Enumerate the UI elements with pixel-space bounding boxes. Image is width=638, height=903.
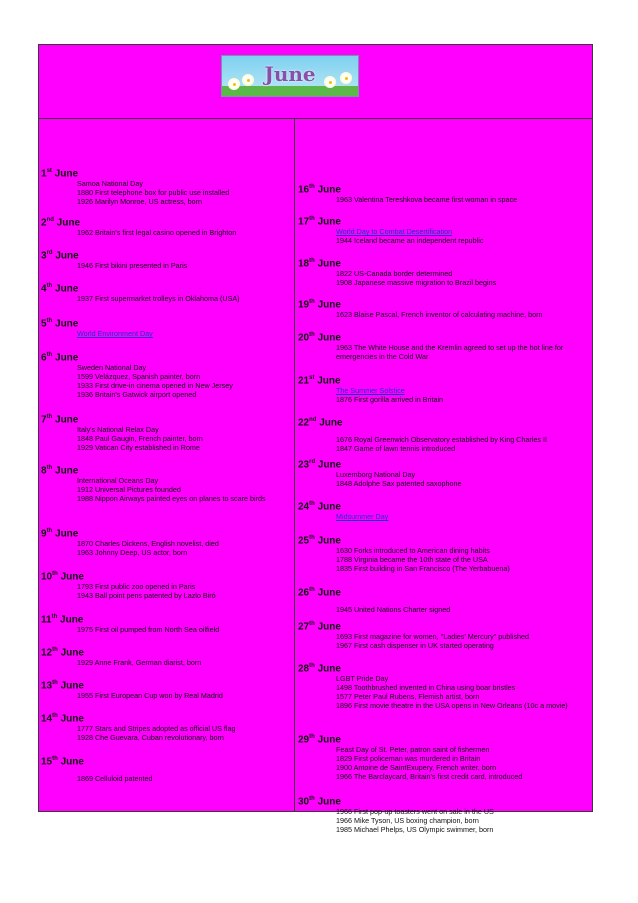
day-month: June <box>57 756 84 768</box>
day-suffix: th <box>46 528 53 534</box>
event-item: 1955 First European Cup won by Real Madrid <box>77 691 223 700</box>
day-number: 7 <box>41 414 47 426</box>
day-suffix: st <box>46 168 52 174</box>
day-heading <box>41 414 78 425</box>
event-item: LGBT Pride Day <box>336 674 389 683</box>
day-month: June <box>52 250 79 262</box>
day-month: June <box>314 299 341 311</box>
day-month: June <box>52 352 79 364</box>
day-heading <box>298 535 341 546</box>
day-month: June <box>314 796 341 808</box>
day-number: 29 <box>298 734 310 746</box>
day-suffix: th <box>46 414 53 420</box>
event-item: 1848 Adolphe Sax patented saxophone <box>336 479 462 488</box>
day-number: 9 <box>41 528 47 540</box>
day-suffix: th <box>309 332 315 338</box>
day-month: June <box>316 417 343 429</box>
event-item: Luxemborg National Day <box>336 470 416 479</box>
event-item: 1975 First oil pumped from North Sea oilfield <box>77 625 220 634</box>
event-link[interactable]: World Environment Day <box>77 329 153 338</box>
event-item: 1946 First bikini presented in Paris <box>77 261 188 270</box>
event-item: 1937 First supermarket trolleys in Oklahoma (USA) <box>77 294 240 303</box>
event-item: 1988 Nippon Airways painted eyes on planes to scare birds <box>77 494 266 503</box>
day-number: 26 <box>298 587 310 599</box>
day-suffix: th <box>309 535 315 541</box>
day-number: 5 <box>41 318 47 330</box>
event-item: Samoa National Day <box>77 179 143 188</box>
day-number: 20 <box>298 332 310 344</box>
day-month: June <box>315 459 342 471</box>
day-month: June <box>314 734 341 746</box>
event-item: 1966 The Barclaycard, Britain's first credit card, introduced <box>336 772 523 781</box>
day-suffix: th <box>52 571 58 577</box>
day-month: June <box>314 535 341 547</box>
day-month: June <box>314 258 341 270</box>
day-heading <box>298 375 341 386</box>
day-number: 24 <box>298 501 310 513</box>
day-month: June <box>314 663 341 675</box>
day-heading <box>298 299 341 310</box>
event-item: 1869 Celluloid patented <box>77 774 153 783</box>
day-month: June <box>314 501 341 513</box>
day-heading <box>41 756 84 767</box>
left-column <box>39 119 295 811</box>
day-number: 8 <box>41 465 47 477</box>
day-suffix: th <box>46 318 53 324</box>
day-number: 19 <box>298 299 310 311</box>
day-number: 22 <box>298 417 310 429</box>
event-item: 1908 Japanese massive migration to Brazil begins <box>336 278 497 287</box>
day-heading <box>298 734 341 745</box>
day-suffix: st <box>309 375 315 381</box>
day-month: June <box>52 318 79 330</box>
event-item: 1963 The White House and the Kremlin agreed to set up the hot line for emergencies in the Cold War <box>336 343 564 361</box>
day-suffix: th <box>52 713 58 719</box>
event-item: Sweden National Day <box>77 363 147 372</box>
day-heading <box>41 168 78 179</box>
event-item: 1880 First telephone box for public use installed <box>77 188 230 197</box>
day-heading <box>298 587 341 598</box>
event-item: 1900 Antoine de SaintExupery, French writer, born <box>336 763 497 772</box>
event-link[interactable]: World Day to Combat Desertification <box>336 227 453 236</box>
day-number: 25 <box>298 535 310 547</box>
event-item: 1985 Michael Phelps, US Olympic swimmer, born <box>336 825 494 834</box>
header-row <box>39 45 592 119</box>
event-item: 1623 Blaise Pascal, French inventor of calculating machine, born <box>336 310 543 319</box>
day-suffix: th <box>309 587 315 593</box>
day-heading <box>41 283 78 294</box>
calendar-page <box>38 44 593 834</box>
event-item: 1896 First movie theatre in the USA opens in New Orleans (10c a movie) <box>336 701 568 710</box>
day-heading <box>41 680 84 691</box>
day-number: 4 <box>41 283 47 295</box>
day-heading <box>41 318 78 329</box>
event-link[interactable]: The Summer Solstice <box>336 386 405 395</box>
day-number: 18 <box>298 258 310 270</box>
event-item: 1962 Britain's first legal casino opened in Brighton <box>77 228 237 237</box>
day-number: 12 <box>41 647 53 659</box>
day-month: June <box>51 168 79 180</box>
event-item: 1676 Royal Greenwich Observatory established by King Charles II <box>336 435 547 444</box>
event-item: 1929 Vatican City established in Rome <box>77 443 200 452</box>
day-number: 6 <box>41 352 47 364</box>
event-item: 1876 First gorilla arrived in Britain <box>336 395 444 404</box>
day-suffix: nd <box>309 417 317 423</box>
event-item: 1822 US-Canada border determined <box>336 269 453 278</box>
day-number: 16 <box>298 184 310 196</box>
day-month: June <box>53 217 81 229</box>
day-heading <box>298 332 341 343</box>
day-suffix: th <box>309 663 315 669</box>
right-column <box>294 119 592 834</box>
day-suffix: th <box>46 465 53 471</box>
event-item: 1630 Forks introduced to American dining habits <box>336 546 490 555</box>
day-number: 1 <box>41 168 47 180</box>
event-item: 1966 Mike Tyson, US boxing champion, born <box>336 816 479 825</box>
day-suffix: th <box>46 352 53 358</box>
day-month: June <box>57 614 84 626</box>
day-month: June <box>314 332 341 344</box>
event-item: 1498 Toothbrushed invented in China using boar bristles <box>336 683 516 692</box>
day-heading <box>41 465 78 476</box>
day-heading <box>41 571 84 582</box>
event-item: 1577 Peter Paul Rubens, Flemish artist, born <box>336 692 480 701</box>
event-link[interactable]: Midsummer Day <box>336 512 389 521</box>
day-number: 13 <box>41 680 53 692</box>
day-suffix: th <box>309 258 315 264</box>
day-month: June <box>52 465 79 477</box>
day-heading <box>41 352 78 363</box>
day-heading <box>41 217 80 228</box>
day-month: June <box>314 216 341 228</box>
day-heading <box>41 614 83 625</box>
day-heading <box>298 663 341 674</box>
day-heading <box>298 417 343 428</box>
event-item: 1944 Iceland became an independent republic <box>336 236 484 245</box>
day-suffix: th <box>309 299 315 305</box>
event-item: 1788 Virginia became the 10th state of the USA <box>336 555 488 564</box>
day-heading <box>41 250 79 261</box>
day-month: June <box>314 375 341 387</box>
event-item: Feast Day of St. Peter, patron saint of fishermen <box>336 745 490 754</box>
event-item: 1945 United Nations Charter signed <box>336 605 451 614</box>
day-number: 11 <box>41 614 52 626</box>
day-month: June <box>52 283 79 295</box>
day-suffix: th <box>309 216 315 222</box>
day-number: 23 <box>298 459 310 471</box>
day-heading <box>298 216 341 227</box>
event-item: 1793 First public zoo opened in Paris <box>77 582 196 591</box>
day-suffix: th <box>52 756 58 762</box>
day-heading <box>41 528 78 539</box>
event-item: International Oceans Day <box>77 476 159 485</box>
day-heading <box>298 621 341 632</box>
day-heading <box>298 501 341 512</box>
day-heading <box>41 647 84 658</box>
day-number: 21 <box>298 375 310 387</box>
event-item: 1943 Ball point pens patented by Lazlo Biró <box>77 591 216 600</box>
day-heading <box>298 184 341 195</box>
event-item: Italy's National Relax Day <box>77 425 159 434</box>
event-item: 1912 Universal Pictures founded <box>77 485 181 494</box>
event-item: 1777 Stars and Stripes adopted as official US flag <box>77 724 236 733</box>
event-item: 1967 First cash dispenser in UK started operating <box>336 641 494 650</box>
day-month: June <box>57 713 84 725</box>
day-heading <box>298 258 341 269</box>
event-item: 1693 First magazine for women, "Ladies' Mercury" published <box>336 632 530 641</box>
banner-title: June <box>264 62 316 86</box>
event-item: 1963 Johnny Deep, US actor, born <box>77 548 188 557</box>
day-heading <box>41 713 84 724</box>
day-month: June <box>57 647 84 659</box>
day-number: 15 <box>41 756 53 768</box>
day-number: 17 <box>298 216 310 228</box>
day-month: June <box>314 184 341 196</box>
day-suffix: th <box>46 283 53 289</box>
event-item: 1933 First drive-in cinema opened in New Jersey <box>77 381 233 390</box>
day-number: 10 <box>41 571 53 583</box>
event-item: 1829 First policeman was murdered in Britain <box>336 754 481 763</box>
event-item: 1599 Velázquez, Spanish painter, born <box>77 372 201 381</box>
day-suffix: th <box>309 184 315 190</box>
day-number: 2 <box>41 217 47 229</box>
day-number: 28 <box>298 663 310 675</box>
day-suffix: th <box>309 734 315 740</box>
day-heading <box>298 796 341 807</box>
event-item: 1966 First pop-up toasters went on sale in the US <box>336 807 494 816</box>
day-suffix: rd <box>309 459 316 465</box>
day-suffix: th <box>309 796 315 802</box>
day-month: June <box>314 587 341 599</box>
event-item: 1835 First building in San Francisco (The Yerbabuena) <box>336 564 510 573</box>
event-item: 1963 Valentina Tereshkova became first woman in space <box>336 195 518 204</box>
day-suffix: th <box>309 501 315 507</box>
day-month: June <box>57 571 84 583</box>
event-item: 1870 Charles Dickens, English novelist, died <box>77 539 219 548</box>
day-suffix: rd <box>46 250 53 256</box>
day-month: June <box>57 680 84 692</box>
day-month: June <box>52 528 79 540</box>
event-item: 1929 Anne Frank, German diarist, born <box>77 658 202 667</box>
event-item: 1847 Game of lawn tennis introduced <box>336 444 456 453</box>
day-month: June <box>314 621 341 633</box>
day-number: 27 <box>298 621 310 633</box>
day-suffix: th <box>52 680 58 686</box>
event-item: 1936 Britain's Gatwick airport opened <box>77 390 197 399</box>
day-month: June <box>52 414 79 426</box>
event-item: 1848 Paul Gaugin, French painter, born <box>77 434 203 443</box>
event-item: 1926 Marilyn Monroe, US actress, born <box>77 197 203 206</box>
day-suffix: th <box>51 614 58 620</box>
day-suffix: th <box>309 621 315 627</box>
banner-grass <box>222 86 358 96</box>
june-banner-image <box>221 55 359 97</box>
day-number: 14 <box>41 713 53 725</box>
day-suffix: nd <box>46 217 54 223</box>
day-number: 30 <box>298 796 310 808</box>
event-item: 1928 Che Guevara, Cuban revolutionary, born <box>77 733 224 742</box>
day-suffix: th <box>52 647 58 653</box>
day-number: 3 <box>41 250 47 262</box>
day-heading <box>298 459 341 470</box>
